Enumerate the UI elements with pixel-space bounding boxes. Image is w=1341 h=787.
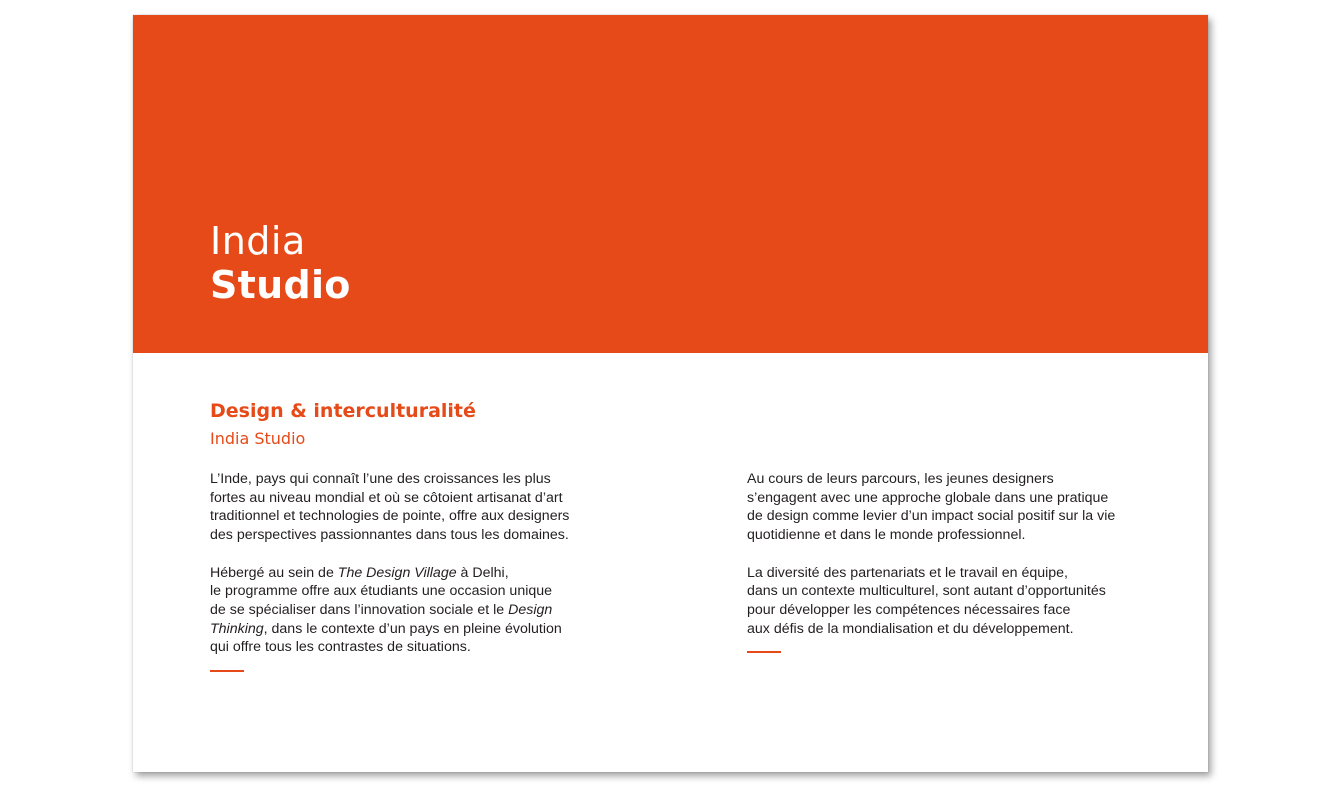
text-fragment: Hébergé au sein de — [210, 564, 338, 581]
banner-title — [210, 219, 351, 307]
text-line: quotidienne et dans le monde professionnel. — [747, 527, 1026, 544]
text-line — [210, 620, 630, 639]
banner-title-line1: India — [210, 219, 306, 263]
text-fragment: , dans le contexte d’un pays en pleine évolution — [263, 620, 562, 637]
text-line: dans un contexte multiculturel, sont autant d’opportunités — [747, 583, 1106, 600]
accent-rule — [747, 651, 781, 653]
left-column — [210, 470, 630, 672]
text-line: La diversité des partenariats et le travail en équipe, — [747, 564, 1068, 581]
text-line: de design comme levier d’un impact social positif sur la vie — [747, 508, 1116, 525]
section-heading: Design & interculturalité — [210, 400, 476, 422]
text-line: pour développer les compétences nécessaires face — [747, 601, 1071, 618]
text-fragment: à Delhi, — [456, 564, 509, 581]
text-line: Au cours de leurs parcours, les jeunes designers — [747, 471, 1054, 487]
right-column — [747, 470, 1177, 653]
text-line: aux défis de la mondialisation et du développement. — [747, 620, 1074, 637]
text-line: L’Inde, pays qui connaît l’une des croissances les plus — [210, 471, 551, 487]
italic-term: Thinking — [210, 620, 264, 637]
banner-title-line2: Studio — [210, 263, 351, 307]
text-fragment: de se spécialiser dans l’innovation sociale et le — [210, 601, 509, 618]
text-line: s’engagent avec une approche globale dans une pratique — [747, 489, 1109, 506]
orange-banner — [133, 15, 1208, 353]
text-line: qui offre tous les contrastes de situations. — [210, 639, 471, 656]
left-paragraph-1 — [210, 470, 630, 545]
text-line: fortes au niveau mondial et où se côtoient artisanat d’art — [210, 489, 563, 506]
section-subheading: India Studio — [210, 429, 306, 448]
text-line — [210, 601, 630, 620]
left-paragraph-2 — [210, 564, 630, 658]
italic-term: Design — [508, 601, 553, 618]
text-line — [210, 564, 630, 583]
right-paragraph-1 — [747, 470, 1177, 545]
text-line: traditionnel et technologies de pointe, offre aux designers — [210, 508, 570, 525]
right-paragraph-2 — [747, 564, 1177, 639]
text-line: le programme offre aux étudiants une occasion unique — [210, 583, 553, 600]
italic-title: The Design Village — [337, 564, 457, 581]
brochure-page — [133, 15, 1208, 772]
text-line: des perspectives passionnantes dans tous les domaines. — [210, 527, 569, 544]
accent-rule — [210, 670, 244, 672]
